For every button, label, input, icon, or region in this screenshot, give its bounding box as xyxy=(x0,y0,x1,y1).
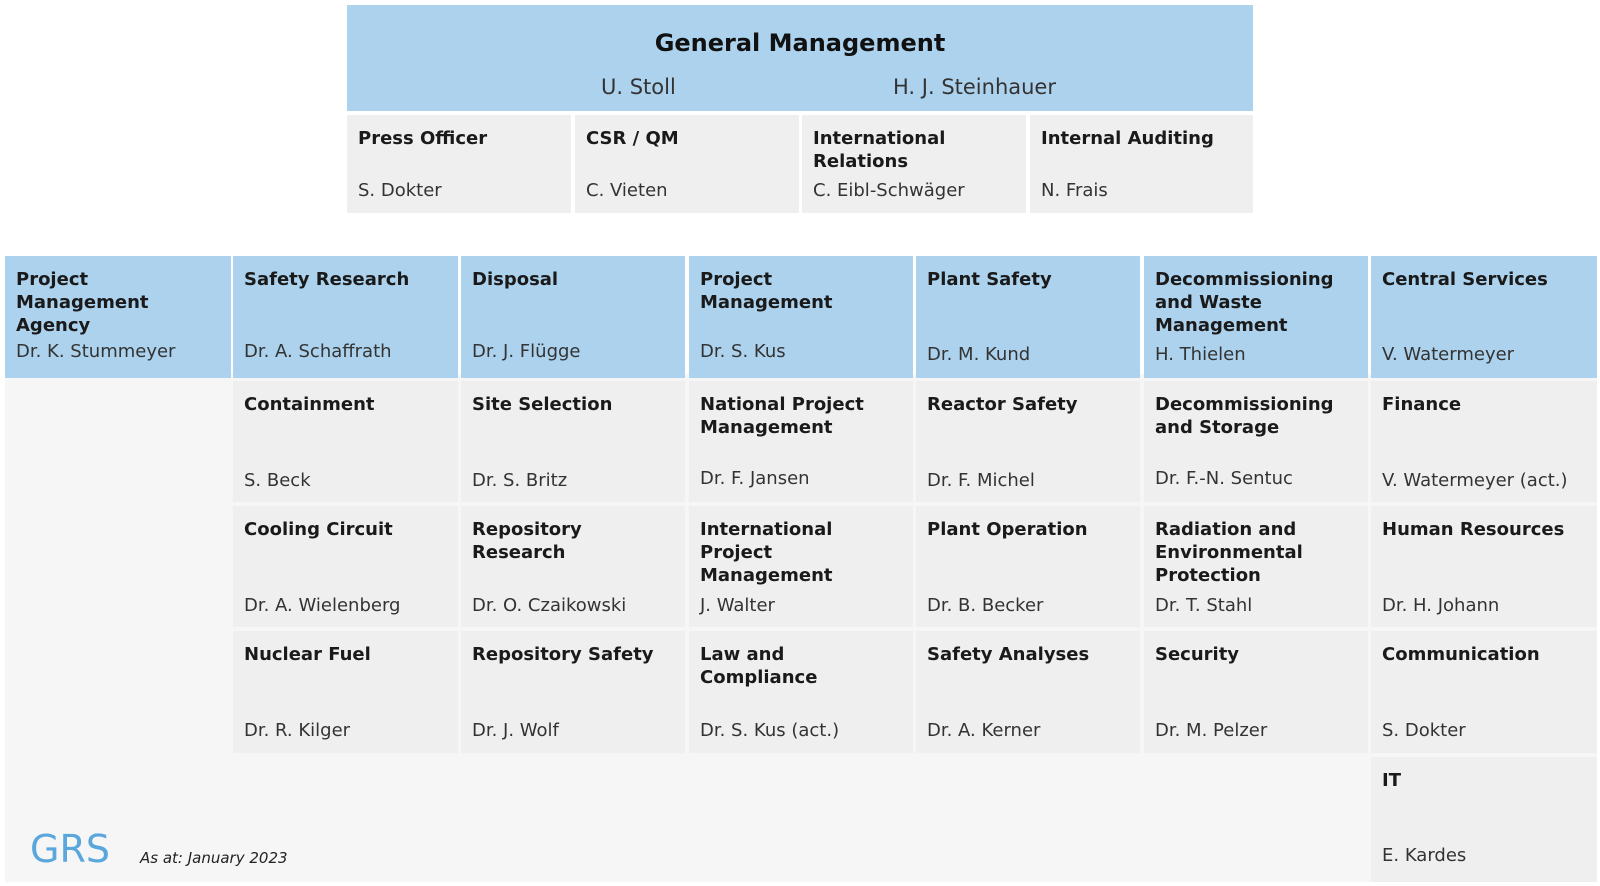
division-title: Central Services xyxy=(1382,269,1548,290)
department-human-resources xyxy=(1371,506,1597,627)
division-project-management-agency xyxy=(5,256,231,378)
department-repository-research xyxy=(461,506,685,627)
general-management-box xyxy=(347,5,1253,111)
division-plant-safety xyxy=(916,256,1140,378)
staff-unit-title: Press Officer xyxy=(358,128,488,149)
staff-unit-internal-auditing xyxy=(1030,115,1253,213)
division-safety-research xyxy=(233,256,458,378)
department-head: Dr. F. Jansen xyxy=(700,468,810,489)
department-radiation-environmental-protection xyxy=(1144,506,1368,627)
department-plant-operation xyxy=(916,506,1140,627)
division-title: Project Management xyxy=(700,269,833,313)
department-head: Dr. R. Kilger xyxy=(244,720,351,741)
staff-unit-press-officer xyxy=(347,115,571,213)
department-title: Human Resources xyxy=(1382,519,1565,540)
department-repository-safety xyxy=(461,631,685,753)
department-title: IT xyxy=(1382,770,1401,791)
department-head: Dr. T. Stahl xyxy=(1155,595,1253,616)
staff-unit-name: C. Eibl-Schwäger xyxy=(813,180,965,201)
department-law-and-compliance xyxy=(689,631,913,753)
grs-logo-graphic xyxy=(30,828,114,868)
department-title: Nuclear Fuel xyxy=(244,644,371,665)
department-title: Finance xyxy=(1382,394,1462,415)
department-head: V. Watermeyer (act.) xyxy=(1382,470,1568,491)
department-safety-analyses xyxy=(916,631,1140,753)
department-it xyxy=(1371,757,1597,882)
department-head: Dr. J. Wolf xyxy=(472,720,559,741)
department-title: Decommissioning and Storage xyxy=(1155,394,1334,438)
division-head: Dr. A. Schaffrath xyxy=(244,341,392,362)
staff-unit-name: C. Vieten xyxy=(586,180,668,201)
department-title: Cooling Circuit xyxy=(244,519,393,540)
department-title: International Project Management xyxy=(700,519,833,586)
department-title: Site Selection xyxy=(472,394,613,415)
department-containment xyxy=(233,381,458,502)
department-head: Dr. M. Pelzer xyxy=(1155,720,1268,741)
department-head: J. Walter xyxy=(700,595,775,616)
department-international-project-management xyxy=(689,506,913,627)
general-management-person-2: H. J. Steinhauer xyxy=(893,75,1056,99)
department-decommissioning-and-storage xyxy=(1144,381,1368,502)
division-title: Decommissioning and Waste Management xyxy=(1155,269,1334,336)
department-head: Dr. S. Britz xyxy=(472,470,568,491)
department-head: Dr. S. Kus (act.) xyxy=(700,720,840,741)
as-at-date: As at: January 2023 xyxy=(140,849,288,867)
division-title: Disposal xyxy=(472,269,559,290)
staff-unit-title: CSR / QM xyxy=(586,128,679,149)
department-title: Communication xyxy=(1382,644,1540,665)
division-title: Plant Safety xyxy=(927,269,1052,290)
department-head: Dr. F.-N. Sentuc xyxy=(1155,468,1293,489)
department-finance xyxy=(1371,381,1597,502)
department-title: Containment xyxy=(244,394,375,415)
department-national-project-management xyxy=(689,381,913,502)
division-head: Dr. M. Kund xyxy=(927,344,1031,365)
department-title: Repository Research xyxy=(472,519,582,563)
division-central-services xyxy=(1371,256,1597,378)
department-title: Reactor Safety xyxy=(927,394,1078,415)
department-reactor-safety xyxy=(916,381,1140,502)
department-head: Dr. A. Kerner xyxy=(927,720,1041,741)
staff-unit-title: Internal Auditing xyxy=(1041,128,1214,149)
department-title: Law and Compliance xyxy=(700,644,818,688)
department-head: E. Kardes xyxy=(1382,845,1467,866)
staff-unit-name: S. Dokter xyxy=(358,180,442,201)
department-title: Safety Analyses xyxy=(927,644,1090,665)
department-head: Dr. A. Wielenberg xyxy=(244,595,401,616)
grs-logo-text: GRS xyxy=(30,828,110,868)
division-title: Project Management Agency xyxy=(16,269,149,336)
staff-unit-name: N. Frais xyxy=(1041,180,1108,201)
division-head: H. Thielen xyxy=(1155,344,1246,365)
general-management-title: General Management xyxy=(654,29,946,57)
department-site-selection xyxy=(461,381,685,502)
department-title: Repository Safety xyxy=(472,644,654,665)
department-head: Dr. B. Becker xyxy=(927,595,1044,616)
department-security xyxy=(1144,631,1368,753)
staff-unit-international-relations xyxy=(802,115,1026,213)
staff-unit-title: International Relations xyxy=(813,128,946,172)
division-decommissioning-waste-management xyxy=(1144,256,1368,378)
general-management-person-1: U. Stoll xyxy=(601,75,676,99)
division-head: Dr. S. Kus xyxy=(700,341,786,362)
department-head: S. Dokter xyxy=(1382,720,1466,741)
staff-unit-csr-qm xyxy=(575,115,799,213)
department-nuclear-fuel xyxy=(233,631,458,753)
department-title: Radiation and Environmental Protection xyxy=(1155,519,1303,586)
division-head: Dr. J. Flügge xyxy=(472,341,581,362)
department-head: Dr. O. Czaikowski xyxy=(472,595,627,616)
division-head: Dr. K. Stummeyer xyxy=(16,341,176,362)
grs-logo xyxy=(30,828,114,872)
division-disposal xyxy=(461,256,685,378)
department-communication xyxy=(1371,631,1597,753)
department-head: Dr. H. Johann xyxy=(1382,595,1500,616)
department-head: Dr. F. Michel xyxy=(927,470,1035,491)
department-cooling-circuit xyxy=(233,506,458,627)
department-title: Security xyxy=(1155,644,1240,665)
division-project-management xyxy=(689,256,913,378)
division-title: Safety Research xyxy=(244,269,410,290)
department-title: Plant Operation xyxy=(927,519,1088,540)
department-title: National Project Management xyxy=(700,394,864,438)
division-head: V. Watermeyer xyxy=(1382,344,1515,365)
department-head: S. Beck xyxy=(244,470,311,491)
